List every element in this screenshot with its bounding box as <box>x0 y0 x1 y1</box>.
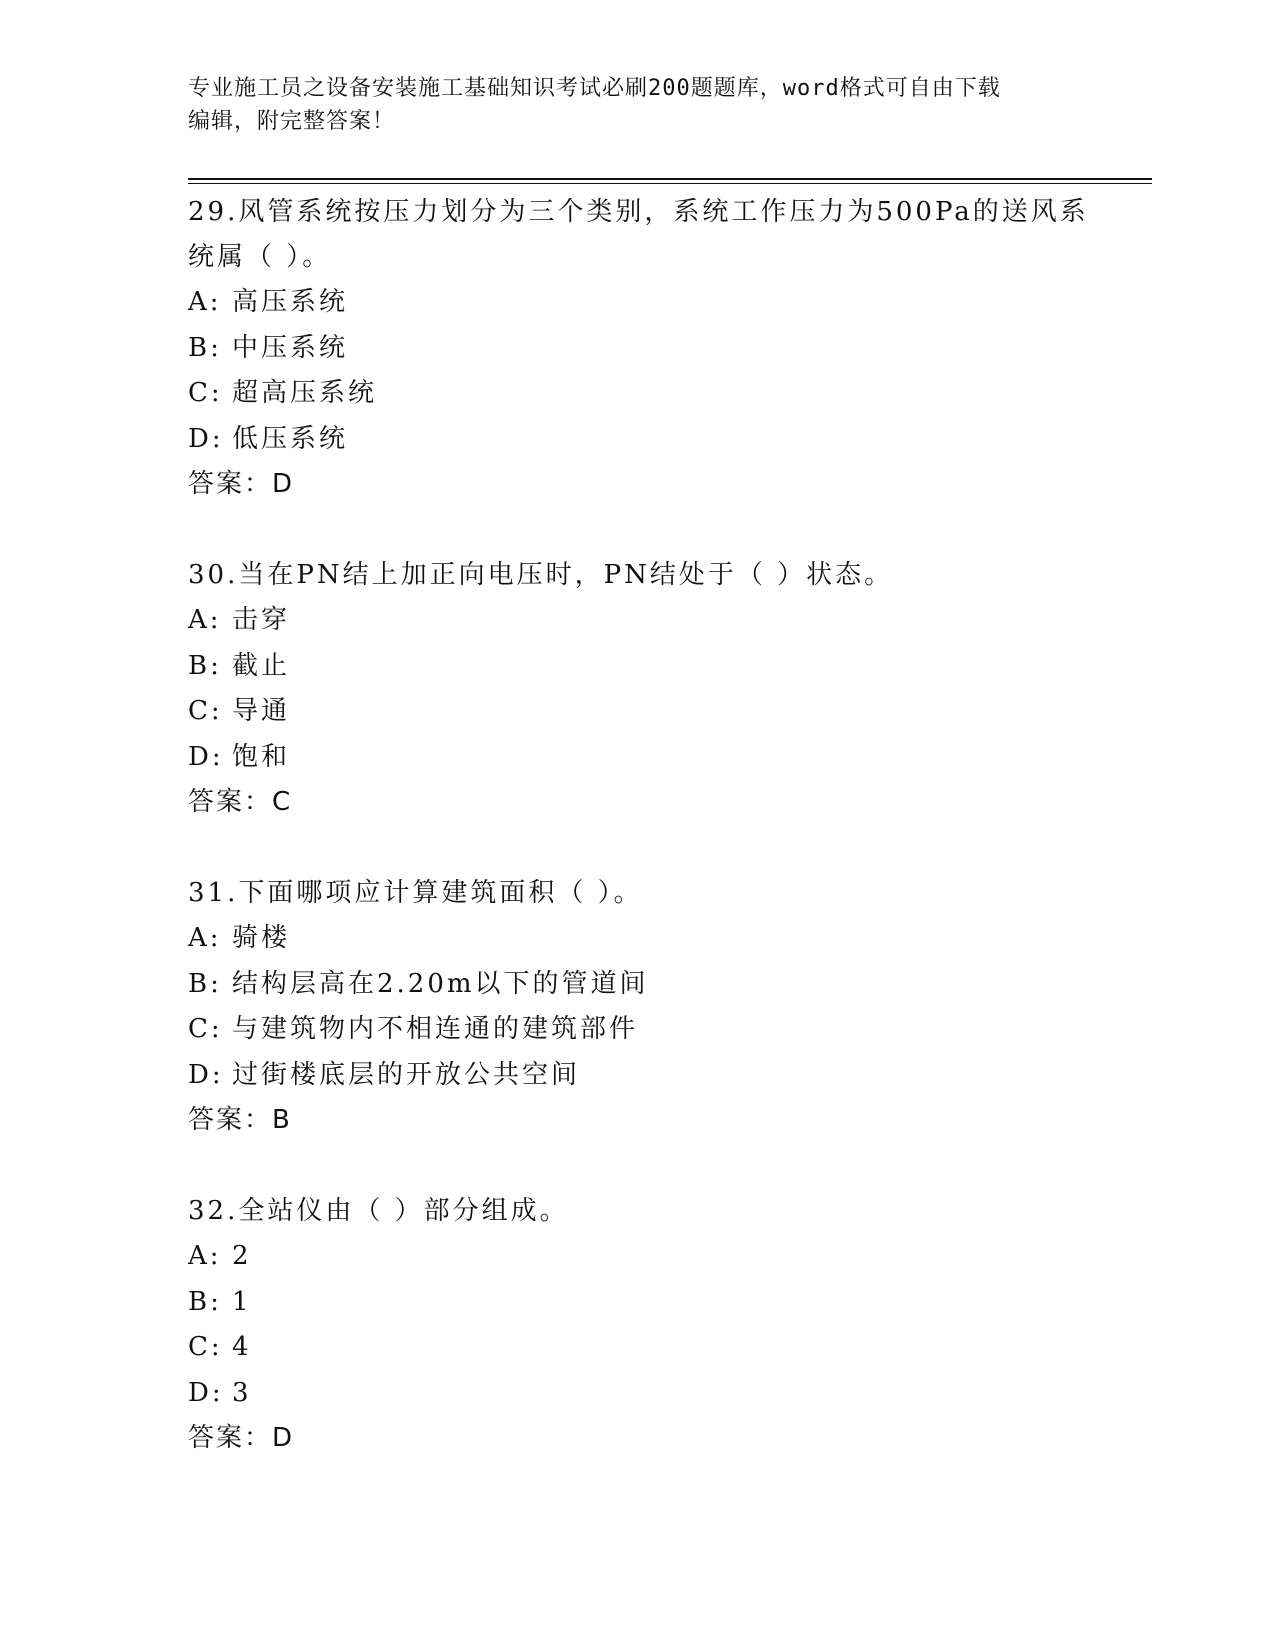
option-text: 击穿 <box>232 605 291 635</box>
option-letter: A: <box>188 605 222 635</box>
option-letter: C: <box>188 696 223 726</box>
option-letter: B: <box>188 1286 222 1317</box>
option-letter: D: <box>188 1059 224 1090</box>
option-text: 饱和 <box>232 741 291 772</box>
option-letter: C: <box>188 378 223 408</box>
option-text: 骑楼 <box>232 923 291 953</box>
option-text: 1 <box>232 1286 252 1317</box>
option-letter: B: <box>188 968 222 999</box>
question-text-line: 32.全站仪由（ ）部分组成。 <box>188 1196 569 1226</box>
option-b <box>188 962 1128 1008</box>
option-c <box>188 1007 1128 1053</box>
document-header <box>188 72 1068 138</box>
option-text: 低压系统 <box>232 423 349 454</box>
question-list <box>188 190 1128 1461</box>
option-letter: C: <box>188 1014 223 1044</box>
option-a <box>188 598 1128 644</box>
question-text <box>188 871 1128 916</box>
question-text-line: 29.风管系统按压力划分为三个类别，系统工作压力为500Pa的送风系 <box>188 197 1089 227</box>
option-letter: D: <box>188 1377 224 1408</box>
option-letter: B: <box>188 332 222 363</box>
option-text: 超高压系统 <box>232 378 378 408</box>
option-letter: D: <box>188 741 224 772</box>
question-text <box>188 1189 1128 1234</box>
option-d <box>188 735 1128 781</box>
option-text: 结构层高在2.20m以下的管道间 <box>232 968 649 999</box>
question-text-line: 统属（ ）。 <box>188 242 332 272</box>
option-letter: A: <box>188 923 222 953</box>
option-d <box>188 417 1128 463</box>
question-text-line: 30.当在PN结上加正向电压时，PN结处于（ ）状态。 <box>188 560 894 590</box>
question-32 <box>188 1189 1128 1461</box>
option-b <box>188 1280 1128 1326</box>
answer-line: 答案：D <box>188 1423 295 1453</box>
answer-line: 答案：D <box>188 469 295 499</box>
option-a <box>188 280 1128 326</box>
option-text: 2 <box>232 1241 252 1271</box>
option-letter: D: <box>188 423 224 454</box>
answer-line: 答案：B <box>188 1105 292 1135</box>
question-29 <box>188 190 1128 507</box>
option-c <box>188 689 1128 735</box>
header-line-2: 编辑，附完整答案！ <box>188 109 396 134</box>
question-31 <box>188 871 1128 1143</box>
option-letter: B: <box>188 650 222 681</box>
option-letter: A: <box>188 287 222 317</box>
option-c <box>188 371 1128 417</box>
option-a <box>188 916 1128 962</box>
question-text <box>188 190 1128 280</box>
answer-line: 答案：C <box>188 787 293 817</box>
question-text <box>188 553 1128 598</box>
option-b <box>188 644 1128 690</box>
option-text: 中压系统 <box>232 332 349 363</box>
option-d <box>188 1371 1128 1417</box>
option-b <box>188 326 1128 372</box>
question-30 <box>188 553 1128 825</box>
option-c <box>188 1325 1128 1371</box>
option-a <box>188 1234 1128 1280</box>
header-divider-thin <box>188 183 1152 184</box>
option-text: 与建筑物内不相连通的建筑部件 <box>232 1014 639 1044</box>
option-text: 4 <box>232 1332 252 1362</box>
option-text: 高压系统 <box>232 287 349 317</box>
header-line-1: 专业施工员之设备安装施工基础知识考试必刷200题题库，word格式可自由下载 <box>188 76 1001 101</box>
option-d <box>188 1053 1128 1099</box>
option-text: 导通 <box>232 696 291 726</box>
header-divider-thick <box>188 178 1152 180</box>
option-text: 3 <box>232 1377 252 1408</box>
option-text: 截止 <box>232 650 291 681</box>
option-letter: A: <box>188 1241 222 1271</box>
question-text-line: 31.下面哪项应计算建筑面积（ ）。 <box>188 878 643 908</box>
option-letter: C: <box>188 1332 223 1362</box>
option-text: 过街楼底层的开放公共空间 <box>232 1059 581 1090</box>
